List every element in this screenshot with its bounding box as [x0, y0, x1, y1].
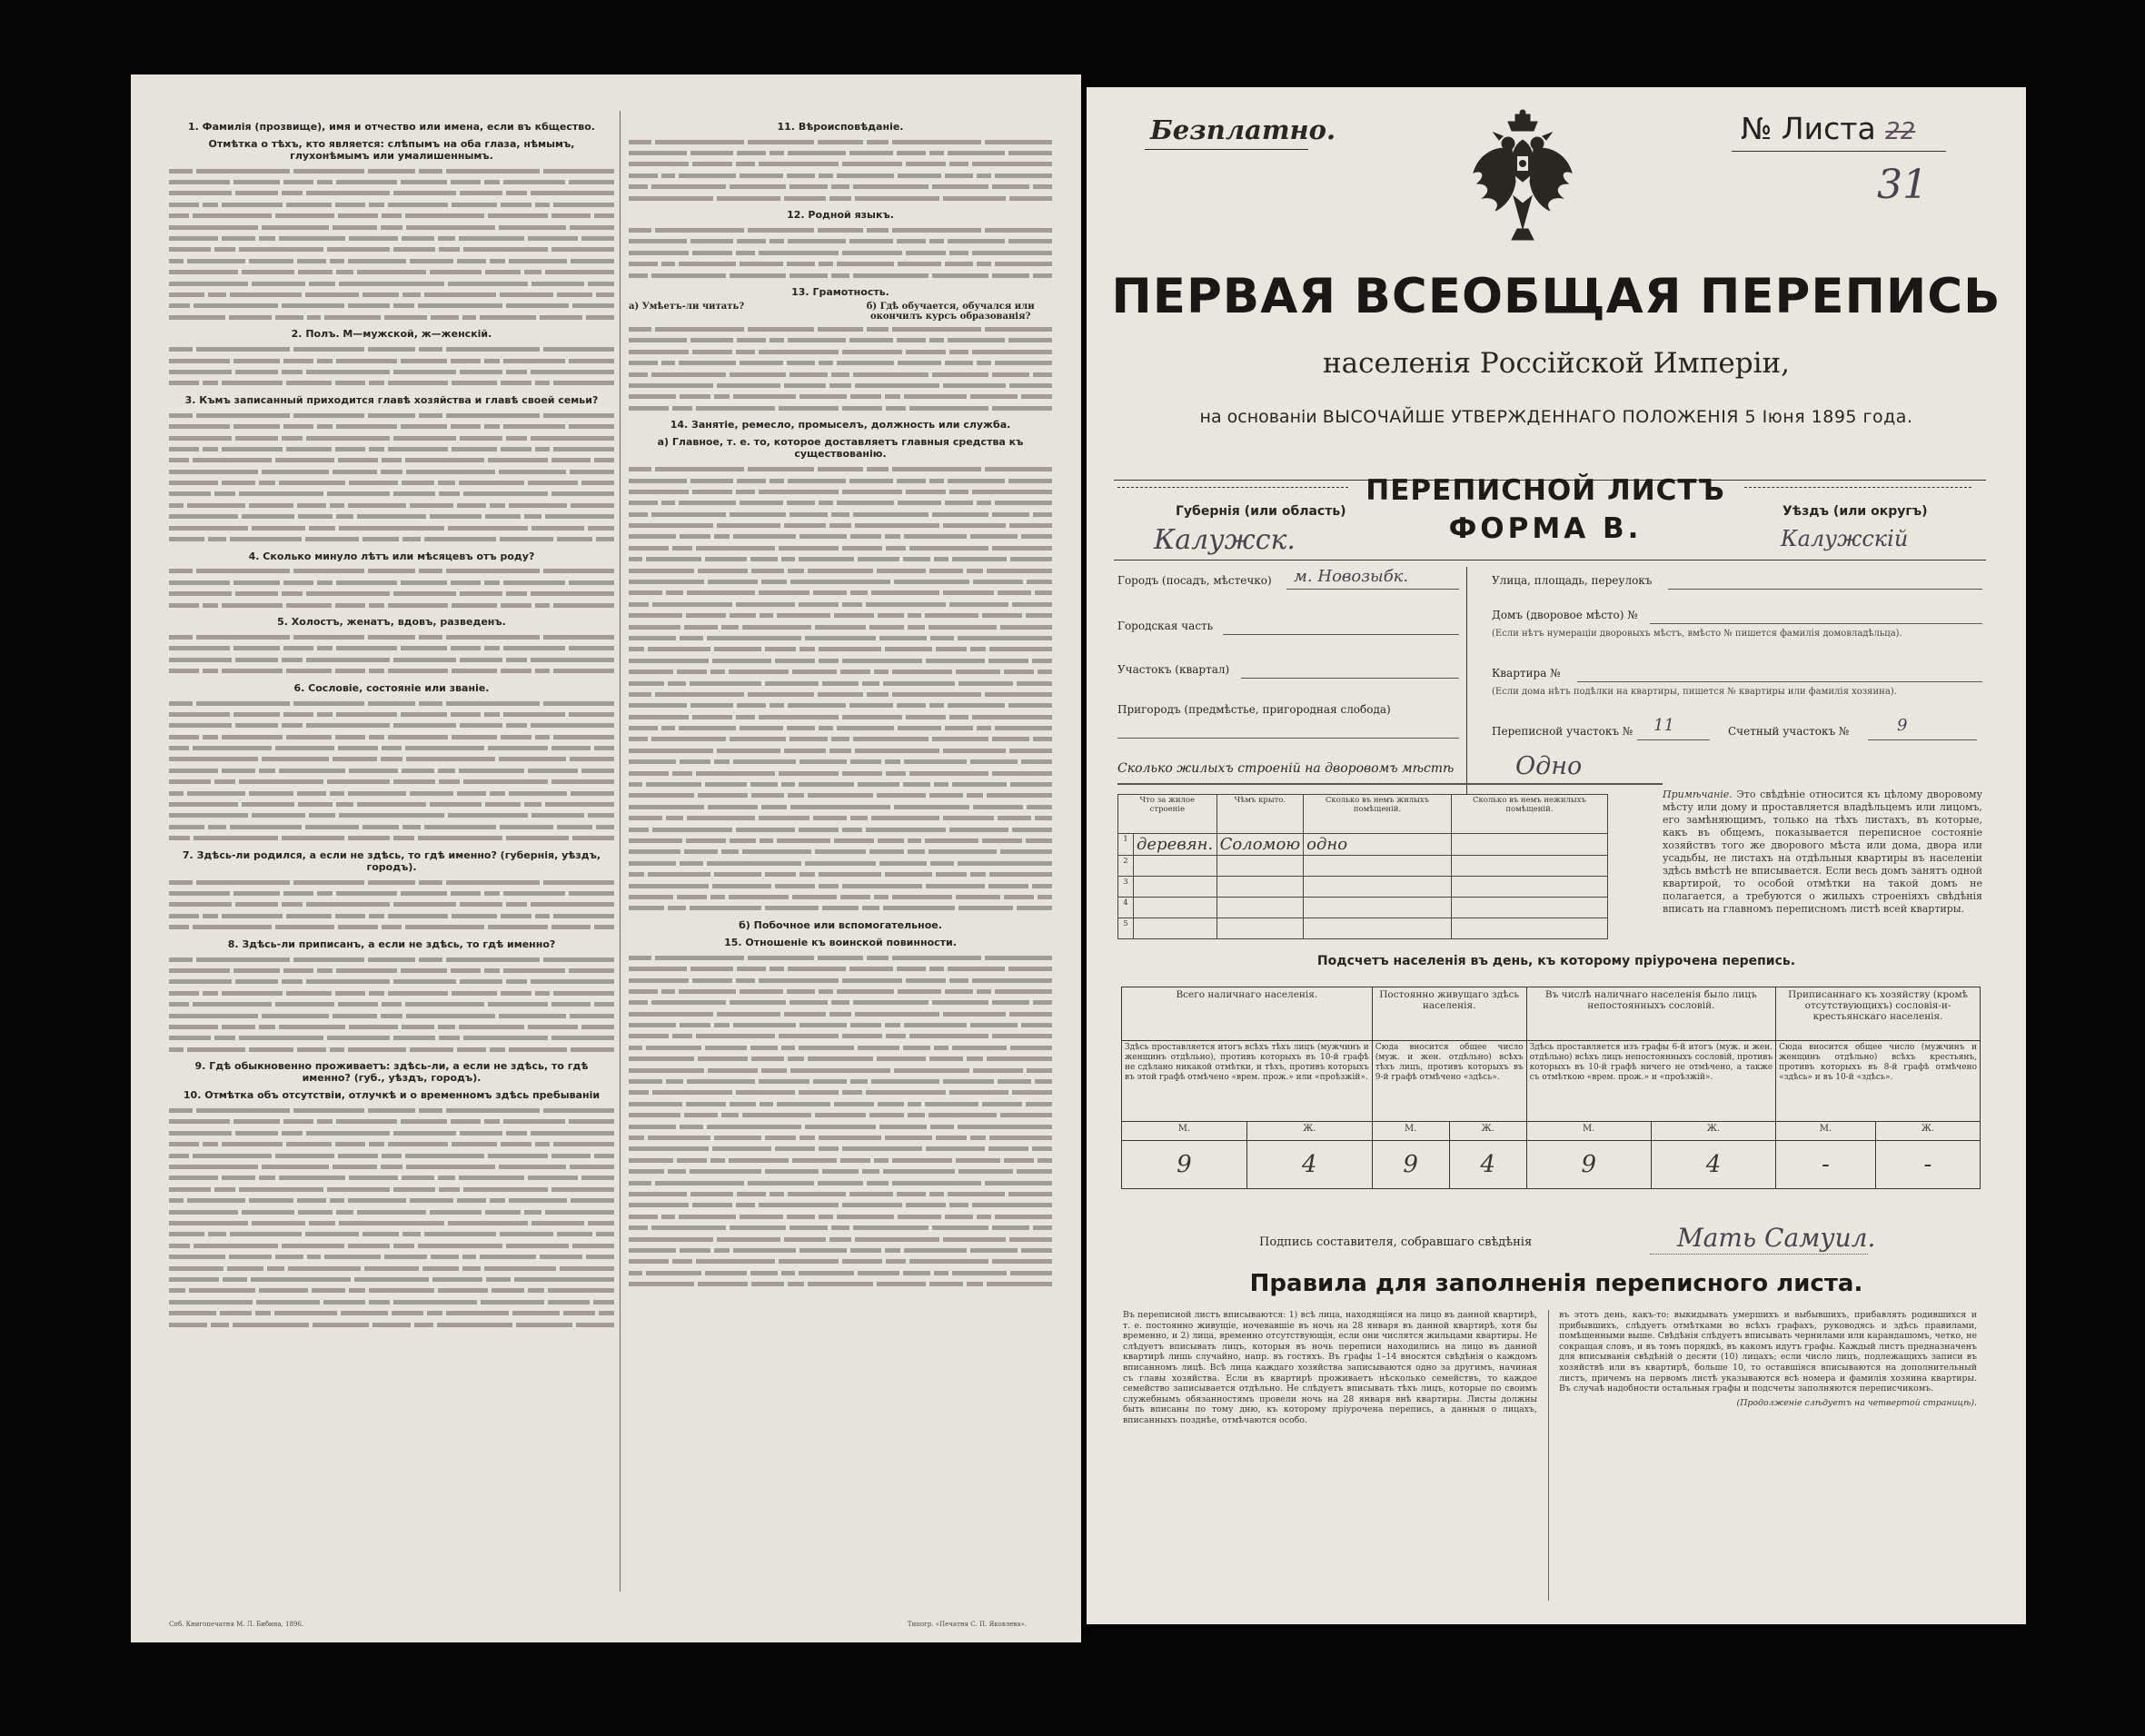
building-type [1134, 877, 1217, 898]
table-header: Чѣмъ крыто. [1216, 795, 1304, 834]
city-value: м. Новозыбк. [1294, 567, 1409, 586]
count-value: 4 [1246, 1141, 1372, 1189]
section-heading: 9. Гдѣ обыкновенно проживаетъ: здѣсь-ли, а если не здѣсь, то гдѣ именно? (губ., уѣздъ, городъ). [194, 1060, 589, 1085]
section-heading: 2. Полъ. М—мужской, ж—женскій. [291, 328, 492, 341]
count-value: 4 [1449, 1141, 1526, 1189]
column-instruction: Здѣсь проставляется итогъ всѣхъ тѣхъ лицъ (мужчинъ и женщинъ отдѣльно), противъ которыхъ въ 10-й графѣ не сдѣлано никакой отмѣтки, и тѣхъ, противъ которыхъ въ этой графѣ отмѣчено «врем. прож.» или «проѣзжій». [1122, 1041, 1373, 1122]
row-number: 5 [1118, 918, 1134, 939]
table-header: Въ числѣ наличнаго населенія было лицъ непостоянныхъ сословій. [1526, 987, 1775, 1041]
table-row [1122, 1122, 1981, 1141]
suburb-underline [1117, 738, 1459, 739]
column-instruction: Сюда вносится общее число (муж. и жен. отдѣльно) всѣхъ тѣхъ лицъ, противъ которыхъ въ 9-й графѣ отмѣчено «здѣсь». [1372, 1041, 1526, 1122]
section-heading: 13. Грамотность. [791, 286, 889, 299]
table-header: Сколько въ немъ нежилыхъ помѣщеній. [1451, 795, 1607, 834]
instruction-text [629, 136, 1052, 203]
street-label: Улица, площадь, переулокъ [1492, 574, 1653, 587]
column-instruction: Здѣсь проставляется изъ графы 6-й итогъ (муж. и жен. отдѣльно) всѣхъ лицъ непостоянныхъ сословій, противъ которыхъ въ 10-й графѣ ничего не отмѣчено, а также съ отмѣткою «врем. прож.» и «проѣзжій». [1526, 1041, 1775, 1122]
building-roof [1216, 918, 1304, 939]
sex-header: Ж. [1651, 1122, 1775, 1141]
buildings-table [1117, 794, 1608, 939]
building-type: деревян. [1134, 834, 1217, 856]
rules-continued-note: (Продолженіе слѣдуетъ на четвертой страницѣ). [1736, 1397, 1977, 1408]
column-instruction: Сюда вносится общее число (мужчинъ и женщинъ отдѣльно) всѣхъ крестьянъ, противъ которыхъ въ 8-й графѣ отмѣчено «здѣсь» и въ 10-й «здѣсь». [1776, 1041, 1981, 1122]
rules-text-left: Въ переписной листъ вписываются: 1) всѣ лица, находящіяся на лицо въ данной квартирѣ, т. е. постоянно живущіе, ночевавшіе въ ночь на 28 января въ данной квартирѣ, хотя бы временно, и 2) лица, временно отсутствующія, если они числятся жильцами квартиры. Не слѣдуетъ вписывать лицъ, которыя въ ночь переписи находились на лицо въ данной квартирѣ лишь случайно, напр. въ гостяхъ. Въ графы 1–14 вносятся свѣдѣнія о каждомъ вписанномъ лицѣ. Всѣ лица каждаго хозяйства записываются одно за другимъ, начиная съ главы хозяйства. Если въ квартирѣ проживаетъ нѣсколько семействъ, то каждое семейство записывается отдѣльно. Не слѣдуетъ вписывать тѣхъ лицъ, которые по своимъ служебнымъ обязанностямъ провели ночь на 28 января внѣ квартиры. Листы должны быть вписаны по тому дню, къ которому пріурочена перепись, а данныя о лицахъ, вписанныхъ позднѣе, отмѣчаются особо. [1123, 1310, 1537, 1425]
signature-value: Мать Самуил. [1677, 1223, 1876, 1253]
building-roof [1216, 856, 1304, 877]
apartment-note: (Если дома нѣтъ подѣлки на квартиры, пишется № квартиры или фамилія хозяина). [1492, 687, 1897, 697]
section-heading: 10. Отмѣтка объ отсутствіи, отлучкѣ и о временномъ здѣсь пребываніи [183, 1089, 601, 1102]
sheet-number-crossed: 22 [1885, 118, 1916, 145]
form-title-form: ФОРМА В. [1448, 512, 1643, 545]
row-number: 3 [1118, 877, 1134, 898]
imperial-eagle-icon [1468, 109, 1577, 245]
building-other [1451, 834, 1607, 856]
note-text: Это свѣдѣніе относится къ цѣлому дворовому мѣсту или дому и проставляется владѣльцемъ или лицомъ, его замѣняющимъ, только на тѣхъ листахъ, въ которые, какъ въ общемъ, показывается переписное состояніе хозяйствъ того же дворового мѣста или дома, двора или усадьбы, не листахъ на отдѣльныя квартиры въ населеніи здѣсь вмѣстѣ не вписывается. Если весь домъ занятъ одной квартирой, то особой отмѣтки на такой домъ не полагается, а требуются о жилыхъ строеніяхъ свѣдѣнія вписать на главномъ переписномъ листѣ всей квартиры. [1663, 789, 1982, 915]
free-label: Безплатно. [1150, 114, 1336, 145]
count-value: 9 [1372, 1141, 1449, 1189]
sheet-number-underline [1732, 151, 1946, 152]
printer-imprint-right: Типогр. «Печатня С. П. Яковлева». [907, 1621, 1027, 1628]
sex-header: М. [1776, 1122, 1876, 1141]
instruction-text [169, 698, 614, 844]
table-header: Что за жилое строеніе [1118, 795, 1217, 834]
section-heading: 11. Вѣроисповѣданіе. [777, 121, 904, 133]
sex-header: Ж. [1449, 1122, 1526, 1141]
population-table [1121, 987, 1981, 1189]
province-box [1117, 487, 1348, 560]
instruction-text [169, 566, 614, 611]
census-precinct-underline [1637, 739, 1710, 740]
section-heading: б) Побочное или вспомогательное. [739, 919, 942, 932]
building-roof: Соломою [1216, 834, 1304, 856]
census-title: ПЕРВАЯ ВСЕОБЩАЯ ПЕРЕПИСЬ [1111, 269, 2001, 324]
printer-imprint-left: Спб. Книгопечатня М. Л. Бибина, 1896. [169, 1621, 304, 1628]
precinct-label: Участокъ (квартал) [1117, 663, 1230, 676]
instruction-text [169, 877, 614, 933]
table-header: Постоянно живущаго здѣсь населенія. [1372, 987, 1526, 1041]
row-number: 1 [1118, 834, 1134, 856]
table-header-row [1122, 987, 1981, 1041]
instruction-text [629, 323, 1052, 413]
census-decree-line: на основаніи ВЫСОЧАЙШЕ УТВЕРЖДЕННАГО ПОЛОЖЕНІЯ 5 Іюня 1895 года. [1199, 407, 1913, 427]
count-value: 9 [1526, 1141, 1651, 1189]
building-rooms: одно [1304, 834, 1452, 856]
sex-header: Ж. [1875, 1122, 1980, 1141]
building-other [1451, 918, 1607, 939]
count-precinct-label: Счетный участокъ № [1728, 725, 1850, 738]
left-page [131, 74, 1081, 1642]
rules-divider [1548, 1310, 1549, 1601]
province-label: Губернія (или область) [1176, 504, 1346, 519]
literacy-question-b: б) Гдѣ обучается, обучался или окончилъ курсъ образованія? [866, 302, 1035, 322]
house-underline [1650, 623, 1982, 624]
house-label: Домъ (дворовое мѣсто) № [1492, 609, 1638, 621]
table-row [1118, 877, 1608, 898]
signature-underline [1650, 1254, 1868, 1255]
houses-count-underline [1117, 783, 1663, 785]
literacy-question-a: а) Умѣетъ-ли читать? [629, 302, 745, 312]
suburb-label: Пригородъ (предмѣстье, пригородная слобода) [1117, 703, 1391, 716]
district-label: Уѣздъ (или округъ) [1783, 504, 1928, 519]
section-heading: 15. Отношеніе къ воинской повинности. [724, 937, 957, 949]
sex-header: М. [1526, 1122, 1651, 1141]
apartment-underline [1577, 681, 1982, 682]
sheet-number-label: № Листа 22 [1741, 111, 1916, 146]
instruction-text [169, 410, 614, 545]
building-roof [1216, 877, 1304, 898]
building-rooms [1304, 918, 1452, 939]
section-heading: 4. Сколько минуло лѣтъ или мѣсяцевъ отъ роду? [248, 550, 535, 562]
rules-text-right-body: въ этотъ день, какъ-то: выкидывать умершихъ и выбывшихъ, прибавлять родившихся и прибывшихъ, слѣдуетъ отмѣтками во всѣхъ графахъ, руководясь и здѣсь правилами, помѣщенными выше. Свѣдѣнія слѣдуетъ вписывать чернилами или карандашомъ, четко, не сокращая словъ, и въ томъ порядкѣ, въ какомъ идутъ графы. Каждый листъ предназначенъ для вписыванія свѣдѣній о десяти (10) лицахъ; если число лицъ, подлежащихъ записи въ хозяйствѣ или въ квартирѣ, больше 10, то оставшіяся вписываются на дополнительный листъ, причемъ на первомъ листѣ указываются всѣ номера и фамилія хозяина квартиры. Въ случаѣ надобности остальныя графы и подсчеты заполняются переписчикомъ. [1559, 1310, 1977, 1394]
city-label: Городъ (посадъ, мѣстечко) [1117, 574, 1272, 587]
literacy-questions [629, 302, 1052, 322]
address-divider [1466, 567, 1467, 794]
city-part-underline [1223, 634, 1459, 635]
instruction-text [169, 343, 614, 389]
instruction-text [629, 463, 1052, 914]
rules-title: Правила для заполненія переписного листа. [1249, 1270, 1863, 1297]
section-subheading: а) Главное, т. е. то, которое доставляетъ главныя средства къ существованію. [657, 436, 1024, 461]
census-form-page [1087, 87, 2026, 1624]
form-title [1350, 474, 1741, 545]
row-number: 2 [1118, 856, 1134, 877]
table-header: Сколько въ немъ жилыхъ помѣщеній. [1304, 795, 1452, 834]
city-part-label: Городская часть [1117, 620, 1214, 632]
table-header-row [1118, 795, 1608, 834]
district-box [1744, 487, 1971, 560]
table-row [1122, 1141, 1981, 1189]
census-precinct-label: Переписной участокъ № [1492, 725, 1634, 738]
signature-label: Подпись составителя, собравшаго свѣдѣнія [1259, 1235, 1533, 1249]
table-row [1118, 834, 1608, 856]
building-other [1451, 898, 1607, 918]
population-count-title: Подсчетъ населенія въ день, къ которому пріурочена перепись. [1316, 954, 1796, 968]
province-value: Калужск. [1154, 524, 1296, 556]
building-roof [1216, 898, 1304, 918]
count-precinct-value: 9 [1897, 716, 1908, 735]
city-underline [1286, 589, 1459, 590]
sex-header: М. [1372, 1122, 1449, 1141]
building-type [1134, 898, 1217, 918]
apartment-label: Квартира № [1492, 667, 1561, 680]
houses-count-label: Сколько жилыхъ строеній на дворовомъ мѣстѣ [1117, 761, 1455, 776]
building-rooms [1304, 877, 1452, 898]
instruction-text [629, 224, 1052, 281]
section-heading: 7. Здѣсь-ли родился, а если не здѣсь, то гдѣ именно? (губернія, уѣздъ, городъ). [182, 848, 601, 873]
buildings-note [1663, 789, 1982, 916]
instruction-text [169, 954, 614, 1056]
table-header: Всего наличнаго населенія. [1122, 987, 1373, 1041]
section-heading: 14. Занятіе, ремесло, промыселъ, должность или служба. [670, 419, 1011, 432]
free-label-underline [1145, 149, 1308, 150]
instructions-column-left [169, 115, 614, 1587]
count-value: - [1875, 1141, 1980, 1189]
rules-text-right [1559, 1310, 1977, 1601]
count-value: 4 [1651, 1141, 1775, 1189]
note-heading: Примѣчаніе. [1663, 789, 1733, 800]
count-precinct-underline [1868, 739, 1977, 740]
count-value: 9 [1122, 1141, 1247, 1189]
instruction-text [169, 631, 614, 677]
section-heading: 12. Родной языкъ. [787, 209, 894, 222]
census-precinct-value: 11 [1653, 716, 1674, 735]
building-other [1451, 877, 1607, 898]
instructions-column-right [629, 115, 1052, 1587]
section-heading: 1. Фамилія (прозвище), имя и отчество или имена, если въ кбщество. [188, 121, 595, 133]
section-subheading: Отмѣтка о тѣхъ, кто является: слѣпымъ на оба глаза, нѣмымъ, глухонѣмымъ или умалишеннымъ. [208, 138, 575, 162]
census-subtitle: населенія Россійской Имперіи, [1322, 347, 1791, 380]
row-number: 4 [1118, 898, 1134, 918]
table-row [1118, 918, 1608, 939]
instruction-text [629, 952, 1052, 1290]
form-title-sheet: ПЕРЕПИСНОЙ ЛИСТЪ [1365, 474, 1725, 507]
building-rooms [1304, 856, 1452, 877]
table-row [1122, 1041, 1981, 1122]
building-type [1134, 856, 1217, 877]
table-row [1118, 856, 1608, 877]
building-type [1134, 918, 1217, 939]
building-other [1451, 856, 1607, 877]
section-heading: 6. Сословіе, состояніе или званіе. [293, 681, 490, 694]
sex-header: Ж. [1246, 1122, 1372, 1141]
section-heading: 3. Къмъ записанный приходится главѣ хозяйства и главѣ своей семьи? [184, 394, 599, 407]
column-divider [620, 111, 621, 1592]
houses-count-value: Одно [1515, 752, 1583, 780]
table-row [1118, 898, 1608, 918]
sheet-number-handwritten: 31 [1877, 162, 1928, 208]
instruction-text [169, 1105, 614, 1330]
precinct-underline [1241, 678, 1459, 679]
table-header: Приписаннаго къ хозяйству (кромѣ отсутствующихъ) сословія-и-крестьянскаго населенія. [1776, 987, 1981, 1041]
instruction-text [169, 165, 614, 322]
street-underline [1668, 589, 1982, 590]
district-value: Калужскій [1781, 526, 1909, 551]
section-heading: 8. Здѣсь-ли приписанъ, а если не здѣсь, то гдѣ именно? [227, 937, 556, 950]
sex-header: М. [1122, 1122, 1247, 1141]
building-rooms [1304, 898, 1452, 918]
count-value: - [1776, 1141, 1876, 1189]
section-heading: 5. Холостъ, женатъ, вдовъ, разведенъ. [277, 616, 506, 629]
house-note: (Если нѣтъ нумераціи дворовыхъ мѣстъ, вмѣсто № пишется фамилія домовладѣльца). [1492, 629, 1902, 639]
